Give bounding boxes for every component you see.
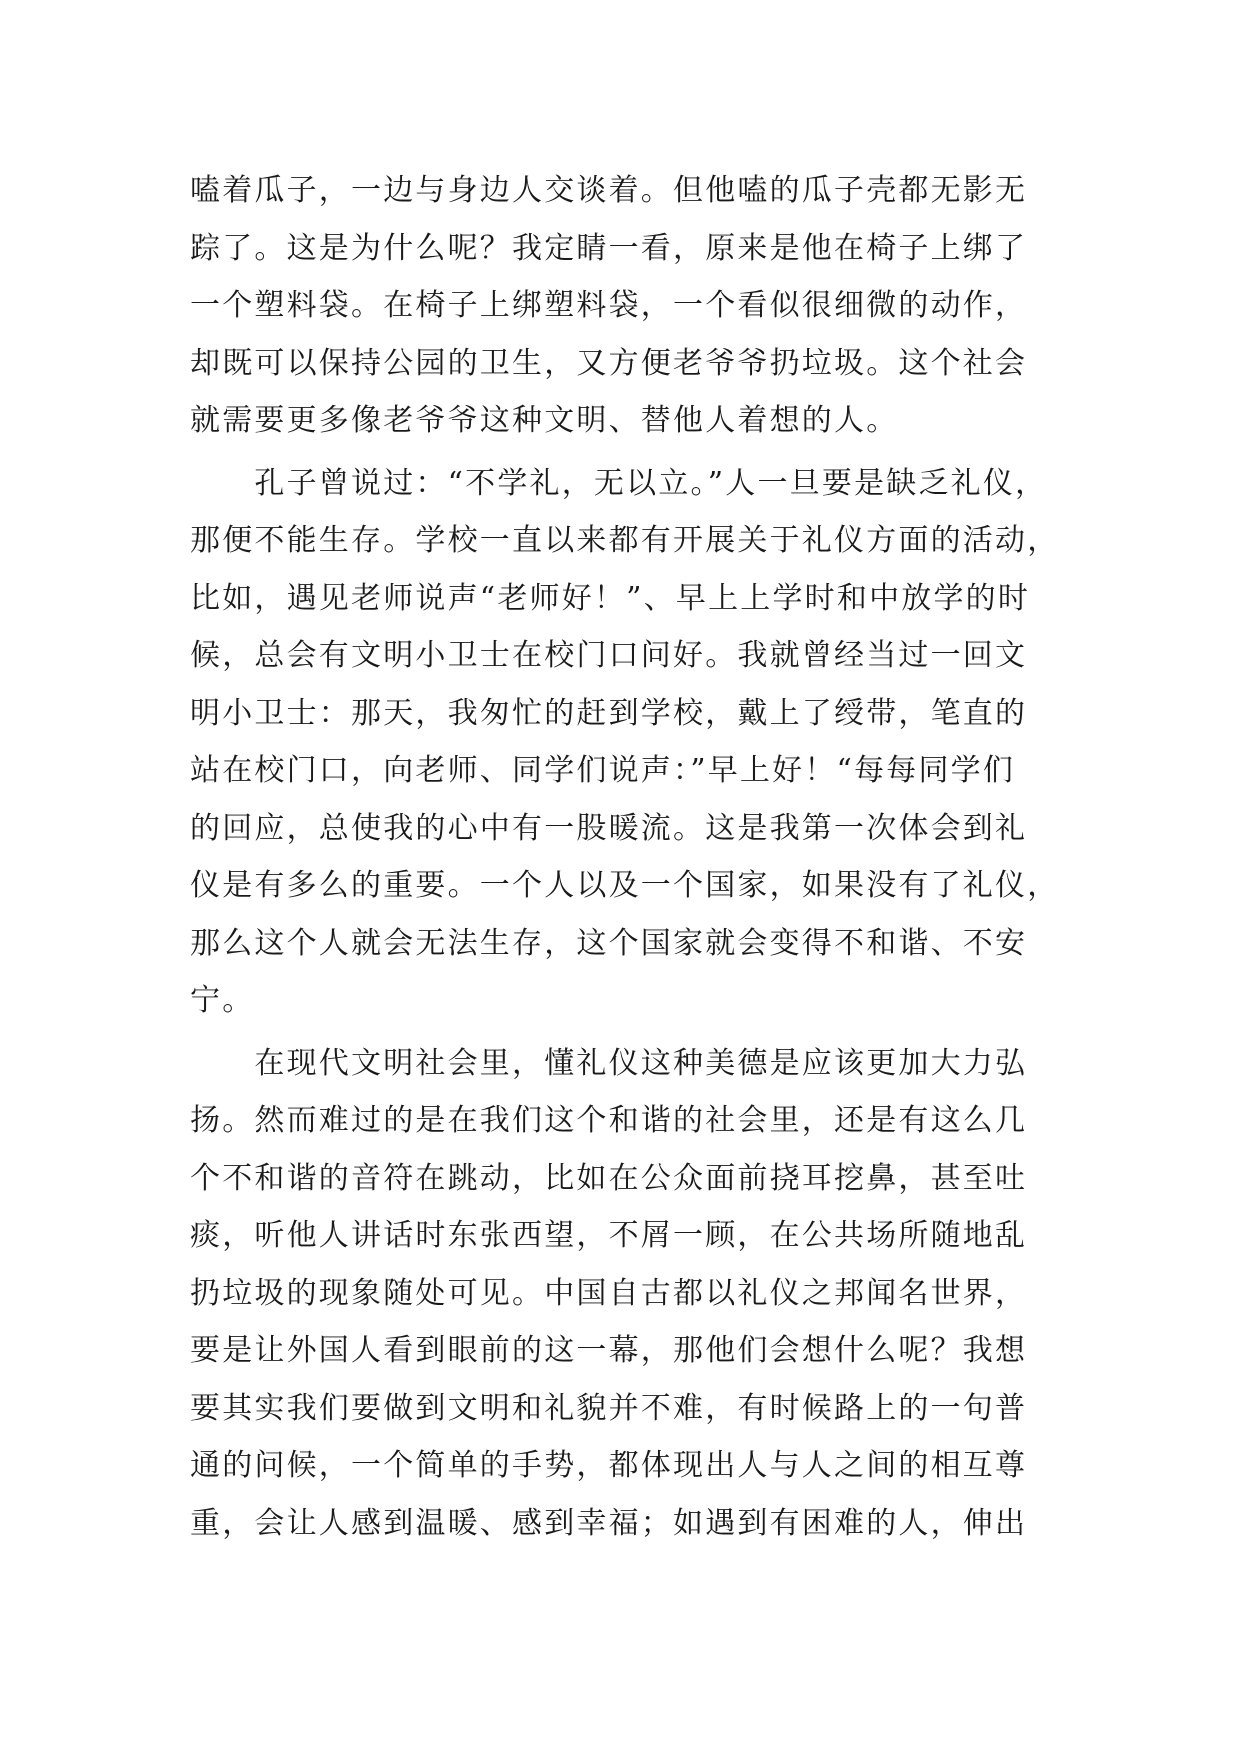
text-line: 扬。然而难过的是在我们这个和谐的社会里，还是有这么几 [190, 1103, 1028, 1138]
text-line: 重，会让人感到温暖、感到幸福；如遇到有困难的人，伸出 [190, 1505, 1028, 1541]
document-body [190, 162, 1070, 1552]
text-line: 要是让外国人看到眼前的这一幕，那他们会想什么呢？我想 [190, 1333, 1028, 1368]
text-line: 扔垃圾的现象随处可见。中国自古都以礼仪之邦闻名世界， [190, 1275, 1028, 1311]
text-line: 在现代文明社会里，懂礼仪这种美德是应该更加大力弘 [190, 1045, 1028, 1081]
text-line: 通的问候，一个简单的手势，都体现出人与人之间的相互尊 [190, 1448, 1028, 1483]
text-line: 嗑着瓜子，一边与身边人交谈着。但他嗑的瓜子壳都无影无 [190, 173, 1028, 208]
text-line: 却既可以保持公园的卫生，又方便老爷爷扔垃圾。这个社会 [190, 345, 1028, 381]
text-line: 仪是有多么的重要。一个人以及一个国家，如果没有了礼仪， [190, 868, 1060, 903]
text-line: 那便不能生存。学校一直以来都有开展关于礼仪方面的活动， [190, 523, 1060, 558]
text-line: 一个塑料袋。在椅子上绑塑料袋，一个看似很细微的动作， [190, 288, 1028, 323]
paragraph-2 [190, 455, 1070, 1030]
text-line: 那么这个人就会无法生存，这个国家就会变得不和谐、不安 [190, 925, 1028, 961]
text-line: 踪了。这是为什么呢？我定睛一看，原来是他在椅子上绑了 [190, 230, 1028, 266]
text-line: 比如，遇见老师说声“老师好！”、早上上学时和中放学的时 [190, 580, 1031, 616]
text-line: 个不和谐的音符在跳动，比如在公众面前挠耳挖鼻，甚至吐 [190, 1160, 1028, 1196]
text-line: 站在校门口，向老师、同学们说声：”早上好！“每每同学们 [190, 753, 1016, 788]
text-line: 宁。 [190, 983, 255, 1018]
text-line: 明小卫士：那天，我匆忙的赶到学校，戴上了绶带，笔直的 [190, 695, 1028, 731]
paragraph-3 [190, 1035, 1070, 1553]
text-line: 就需要更多像老爷爷这种文明、替他人着想的人。 [190, 403, 899, 438]
text-line: 要其实我们要做到文明和礼貌并不难，有时候路上的一句普 [190, 1390, 1028, 1426]
text-line: 孔子曾说过：“不学礼，无以立。”人一旦要是缺乏礼仪， [190, 465, 1048, 501]
paragraph-1 [190, 162, 1070, 450]
text-line: 痰，听他人讲话时东张西望，不屑一顾，在公共场所随地乱 [190, 1218, 1028, 1253]
text-line: 的回应，总使我的心中有一股暖流。这是我第一次体会到礼 [190, 810, 1028, 846]
text-line: 候，总会有文明小卫士在校门口问好。我就曾经当过一回文 [190, 638, 1028, 673]
